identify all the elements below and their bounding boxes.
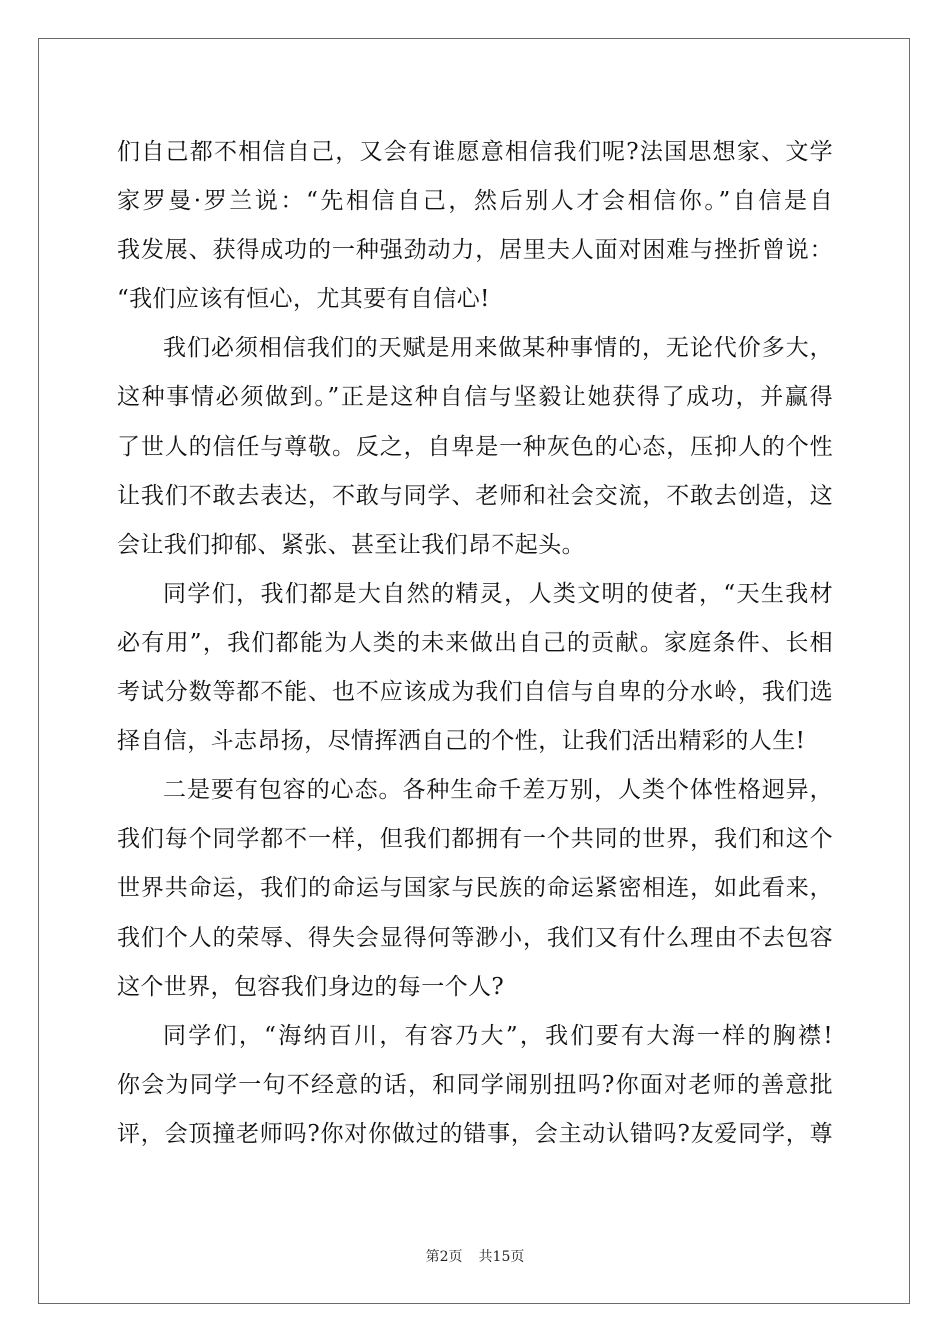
text-line: “我们应该有恒心，尤其要有自信心!	[117, 286, 490, 313]
page-footer	[0, 1246, 950, 1266]
text-line: 这种事情必须做到。”正是这种自信与坚毅让她获得了成功，并赢得	[117, 384, 833, 411]
text-line: 让我们不敢去表达，不敢与同学、老师和社会交流，不敢去创造，这	[117, 482, 833, 509]
text-line: 二是要有包容的心态。各种生命千差万别，人类个体性格迥异，	[163, 777, 833, 804]
text-line: 了世人的信任与尊敬。反之，自卑是一种灰色的心态，压抑人的个性	[117, 433, 833, 460]
text-line: 家罗曼·罗兰说：“先相信自己，然后别人才会相信你。”自信是自	[117, 188, 833, 215]
text-line: 我们个人的荣辱、得失会显得何等渺小，我们又有什么理由不去包容	[117, 924, 833, 951]
text-line: 考试分数等都不能、也不应该成为我们自信与自卑的分水岭，我们选	[117, 679, 833, 706]
text-line: 我们必须相信我们的天赋是用来做某种事情的，无论代价多大，	[163, 335, 833, 362]
text-line: 我们每个同学都不一样，但我们都拥有一个共同的世界，我们和这个	[117, 826, 833, 853]
page-number: 第2页	[425, 1249, 463, 1265]
text-line: 会让我们抑郁、紧张、甚至让我们昂不起头。	[117, 531, 585, 558]
text-line: 评，会顶撞老师吗?你对你做过的错事，会主动认错吗?友爱同学，尊	[117, 1120, 833, 1147]
text-line: 同学们，我们都是大自然的精灵，人类文明的使者，“天生我材	[163, 580, 833, 607]
text-line: 择自信，斗志昂扬，尽情挥洒自己的个性，让我们活出精彩的人生!	[117, 728, 806, 755]
text-line: 我发展、获得成功的一种强劲动力，居里夫人面对困难与挫折曾说：	[117, 237, 833, 264]
text-line: 你会为同学一句不经意的话，和同学闹别扭吗?你面对老师的善意批	[117, 1071, 833, 1098]
text-line: 必有用”，我们都能为人类的未来做出自己的贡献。家庭条件、长相	[117, 629, 833, 656]
page-total: 共15页	[478, 1249, 525, 1265]
document-body	[117, 128, 833, 1159]
text-line: 同学们，“海纳百川，有容乃大”，我们要有大海一样的胸襟!	[163, 1022, 833, 1049]
text-line: 们自己都不相信自己，又会有谁愿意相信我们呢?法国思想家、文学	[117, 139, 833, 165]
text-line: 这个世界，包容我们身边的每一个人?	[117, 973, 505, 1000]
text-line: 世界共命运，我们的命运与国家与民族的命运紧密相连，如此看来，	[117, 875, 833, 902]
